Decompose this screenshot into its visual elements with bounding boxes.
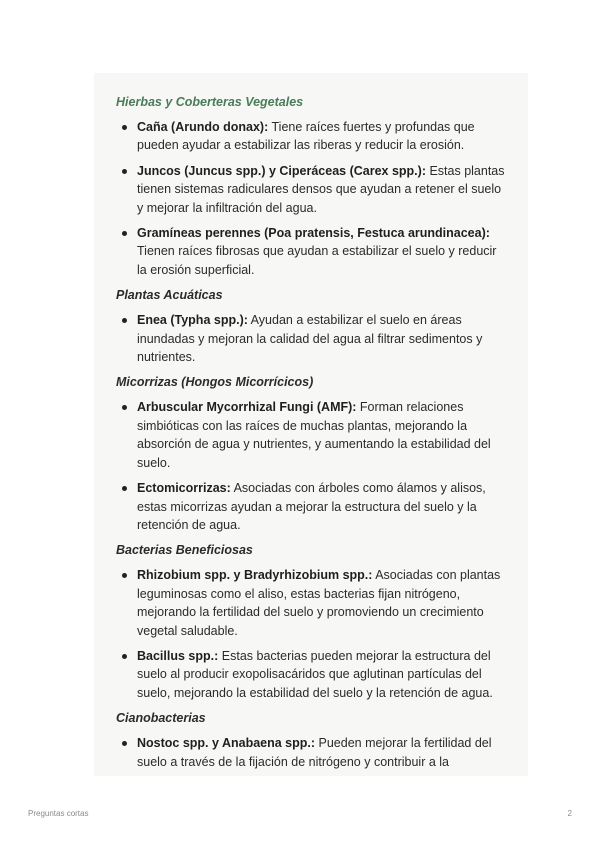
list-item — [116, 734, 506, 771]
item-term: Caña (Arundo donax): — [137, 120, 269, 134]
item-term: Rhizobium spp. y Bradyrhizobium spp.: — [137, 568, 373, 583]
section-title: Micorrizas (Hongos Micorrícicos) — [116, 375, 314, 390]
item-list — [116, 734, 506, 771]
item-text: Estas plantas tienen sistemas radiculares densos que ayudan a retener el suelo y mejorar la infiltración del agua. — [137, 163, 505, 215]
section-title: Bacterias Beneficiosas — [116, 543, 253, 558]
footer-doc-title: Preguntas cortas — [28, 809, 89, 818]
item-term: Enea (Typha spp.): — [137, 313, 248, 328]
item-text: Estas bacterias pueden mejorar la estructura del suelo al producir exopolisacáridos que aglutinan partículas del suelo, mejorando la estabilidad del suelo y la retención de agua. — [137, 648, 493, 700]
section-micorrizas — [116, 373, 506, 534]
section-title: Hierbas y Coberteras Vegetales — [116, 95, 304, 109]
list-item — [116, 647, 506, 702]
section-bacterias — [116, 541, 506, 702]
section-hierbas — [116, 93, 506, 279]
section-title: Plantas Acuáticas — [116, 288, 223, 303]
section-title: Cianobacterias — [116, 711, 206, 726]
item-text: Tiene raíces fuertes y profundas que pueden ayudar a estabilizar las riberas y reducir la erosión. — [137, 120, 475, 153]
list-item — [116, 479, 506, 534]
item-text: Asociadas con plantas leguminosas como el aliso, estas bacterias fijan nitrógeno, mejorando la fertilidad del suelo y promoviendo un crecimiento vegetal saludable. — [137, 568, 501, 638]
list-item — [116, 398, 506, 472]
item-term: Arbuscular Mycorrhizal Fungi (AMF): — [137, 400, 357, 415]
list-item — [116, 566, 506, 640]
item-list — [116, 311, 506, 366]
item-text: Forman relaciones simbióticas con las raíces de muchas plantas, mejorando la absorción de agua y nutrientes, y aumentando la estabilidad del suelo. — [137, 400, 491, 470]
list-item — [116, 311, 506, 366]
item-term: Nostoc spp. y Anabaena spp.: — [137, 736, 316, 751]
content-panel — [94, 73, 528, 776]
list-item — [116, 224, 506, 279]
item-text: Asociadas con árboles como álamos y alisos, estas micorrizas ayudan a mejorar la estructura del suelo y la retención de agua. — [137, 481, 486, 532]
list-item — [116, 118, 506, 155]
item-list — [116, 398, 506, 534]
section-cianobacterias — [116, 709, 506, 771]
item-text: Ayudan a estabilizar el suelo en áreas inundadas y mejoran la calidad del agua al filtrar sedimentos y nutrientes. — [137, 313, 483, 365]
footer-page-number: 2 — [567, 809, 572, 818]
list-item — [116, 162, 506, 217]
item-term: Juncos (Juncus spp.) y Ciperáceas (Carex spp.): — [137, 163, 426, 178]
item-term: Gramíneas perennes (Poa pratensis, Festuca arundinacea): — [137, 226, 490, 241]
item-list — [116, 566, 506, 702]
item-term: Bacillus spp.: — [137, 648, 219, 663]
section-plantas-acuaticas — [116, 286, 506, 366]
item-term: Ectomicorrizas: — [137, 481, 231, 496]
item-list — [116, 118, 506, 279]
item-text: Pueden mejorar la fertilidad del suelo a través de la fijación de nitrógeno y contribuir a la — [137, 736, 492, 769]
item-text: Tienen raíces fibrosas que ayudan a estabilizar el suelo y reducir la erosión superficial. — [137, 244, 497, 277]
